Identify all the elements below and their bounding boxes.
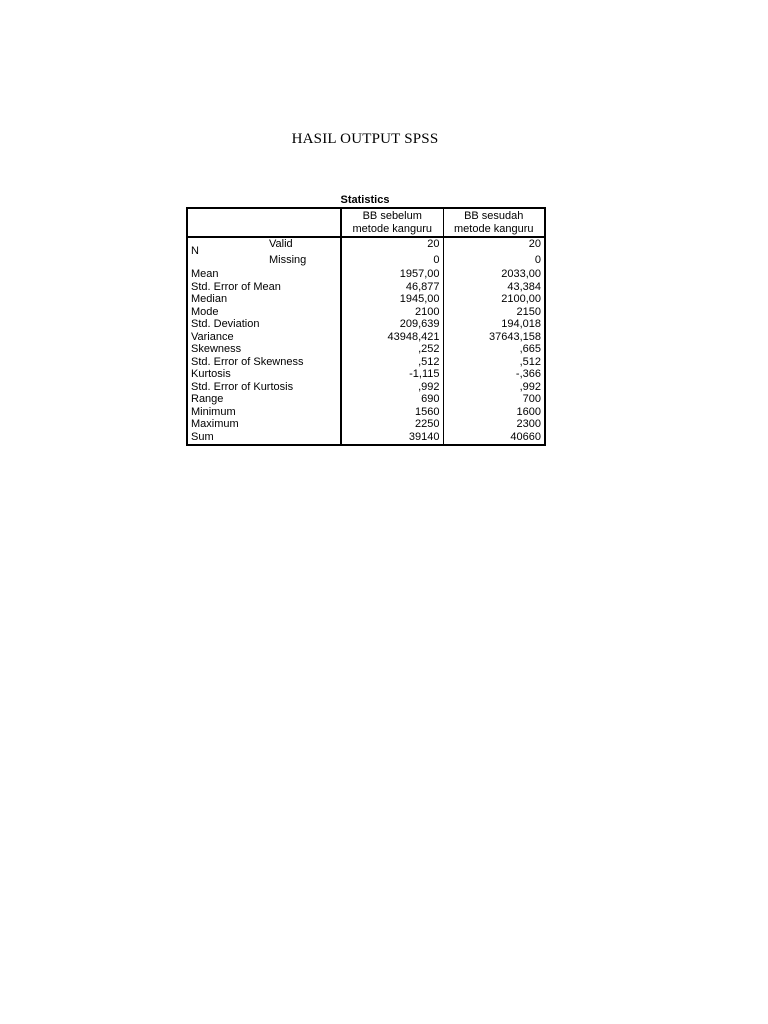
row-label: Range: [187, 393, 341, 406]
row-value-sesudah: ,512: [443, 356, 545, 369]
table-row-n-missing: [187, 252, 545, 268]
row-value-sebelum: 39140: [408, 430, 440, 443]
row-value-sebelum: 2100: [415, 305, 440, 318]
n-missing-value-sebelum: 0: [433, 254, 440, 266]
row-label: Variance: [187, 331, 341, 344]
row-value-sebelum: 1560: [415, 405, 440, 418]
table-row: [187, 281, 545, 294]
row-value-sesudah: 43,384: [443, 281, 545, 294]
document-title: HASIL OUTPUT SPSS: [291, 131, 439, 147]
n-valid-value-sebelum: 20: [427, 238, 440, 250]
statistics-table: [186, 207, 546, 446]
row-value-sesudah: 37643,158: [443, 331, 545, 344]
row-label: Std. Deviation: [187, 318, 341, 331]
table-header-row: [187, 208, 545, 237]
row-value-sesudah: 2300: [443, 418, 545, 431]
row-value-sesudah: 1600: [443, 406, 545, 419]
row-label: Std. Error of Mean: [187, 281, 341, 294]
row-value-sebelum: 209,639: [399, 318, 440, 330]
table-row: [187, 431, 545, 446]
row-value-sebelum: 1945,00: [399, 293, 440, 305]
table-row: [187, 268, 545, 281]
row-label: Skewness: [187, 343, 341, 356]
table-row: [187, 418, 545, 431]
row-value-sebelum: ,512: [418, 355, 440, 368]
row-value-sesudah: 700: [443, 393, 545, 406]
row-label: Minimum: [187, 406, 341, 419]
row-value-sesudah: 2150: [443, 306, 545, 319]
row-value-sesudah: 2100,00: [443, 293, 545, 306]
row-value-sesudah: ,665: [443, 343, 545, 356]
table-row: [187, 356, 545, 369]
header-corner-cell: [187, 208, 341, 237]
row-label: Std. Error of Kurtosis: [187, 381, 341, 394]
row-value-sesudah: ,992: [443, 381, 545, 394]
n-missing-label: Missing: [269, 254, 307, 266]
row-label: Kurtosis: [187, 368, 341, 381]
row-value-sebelum: ,992: [418, 380, 440, 393]
column-header-bb-sebelum: BB sebelum metode kanguru: [341, 208, 443, 237]
row-value-sebelum: 1957,00: [399, 268, 440, 280]
row-value-sebelum: 2250: [415, 418, 440, 430]
table-row: [187, 306, 545, 319]
n-missing-label-cell: [187, 252, 341, 268]
n-missing-value-sesudah: 0: [443, 252, 545, 268]
n-valid-label-cell: [187, 237, 341, 257]
row-value-sebelum: 690: [421, 393, 440, 405]
n-label: N: [191, 245, 199, 257]
row-value-sebelum: 46,877: [405, 280, 440, 293]
table-row: [187, 318, 545, 331]
row-value-sesudah: -,366: [443, 368, 545, 381]
row-label: Std. Error of Skewness: [187, 356, 341, 369]
n-valid-label: Valid: [269, 238, 293, 250]
table-row: [187, 293, 545, 306]
table-row: [187, 343, 545, 356]
table-row: [187, 393, 545, 406]
row-value-sesudah: 2033,00: [443, 268, 545, 281]
row-value-sesudah: 194,018: [443, 318, 545, 331]
statistics-table-caption: Statistics: [340, 194, 390, 206]
table-row: [187, 381, 545, 394]
row-value-sebelum: -1,115: [409, 368, 440, 380]
row-value-sebelum: 43948,421: [387, 330, 440, 343]
row-label: Mean: [187, 268, 341, 281]
n-valid-value-sesudah: 20: [443, 237, 545, 252]
row-value-sesudah: 40660: [443, 431, 545, 446]
row-label: Sum: [187, 431, 341, 446]
row-label: Maximum: [187, 418, 341, 431]
table-row-n-valid: [187, 237, 545, 252]
row-value-sebelum: ,252: [418, 343, 440, 355]
table-row: [187, 406, 545, 419]
row-label: Mode: [187, 306, 341, 319]
row-label: Median: [187, 293, 341, 306]
column-header-bb-sesudah: BB sesudah metode kanguru: [443, 208, 545, 237]
table-row: [187, 331, 545, 344]
table-row: [187, 368, 545, 381]
